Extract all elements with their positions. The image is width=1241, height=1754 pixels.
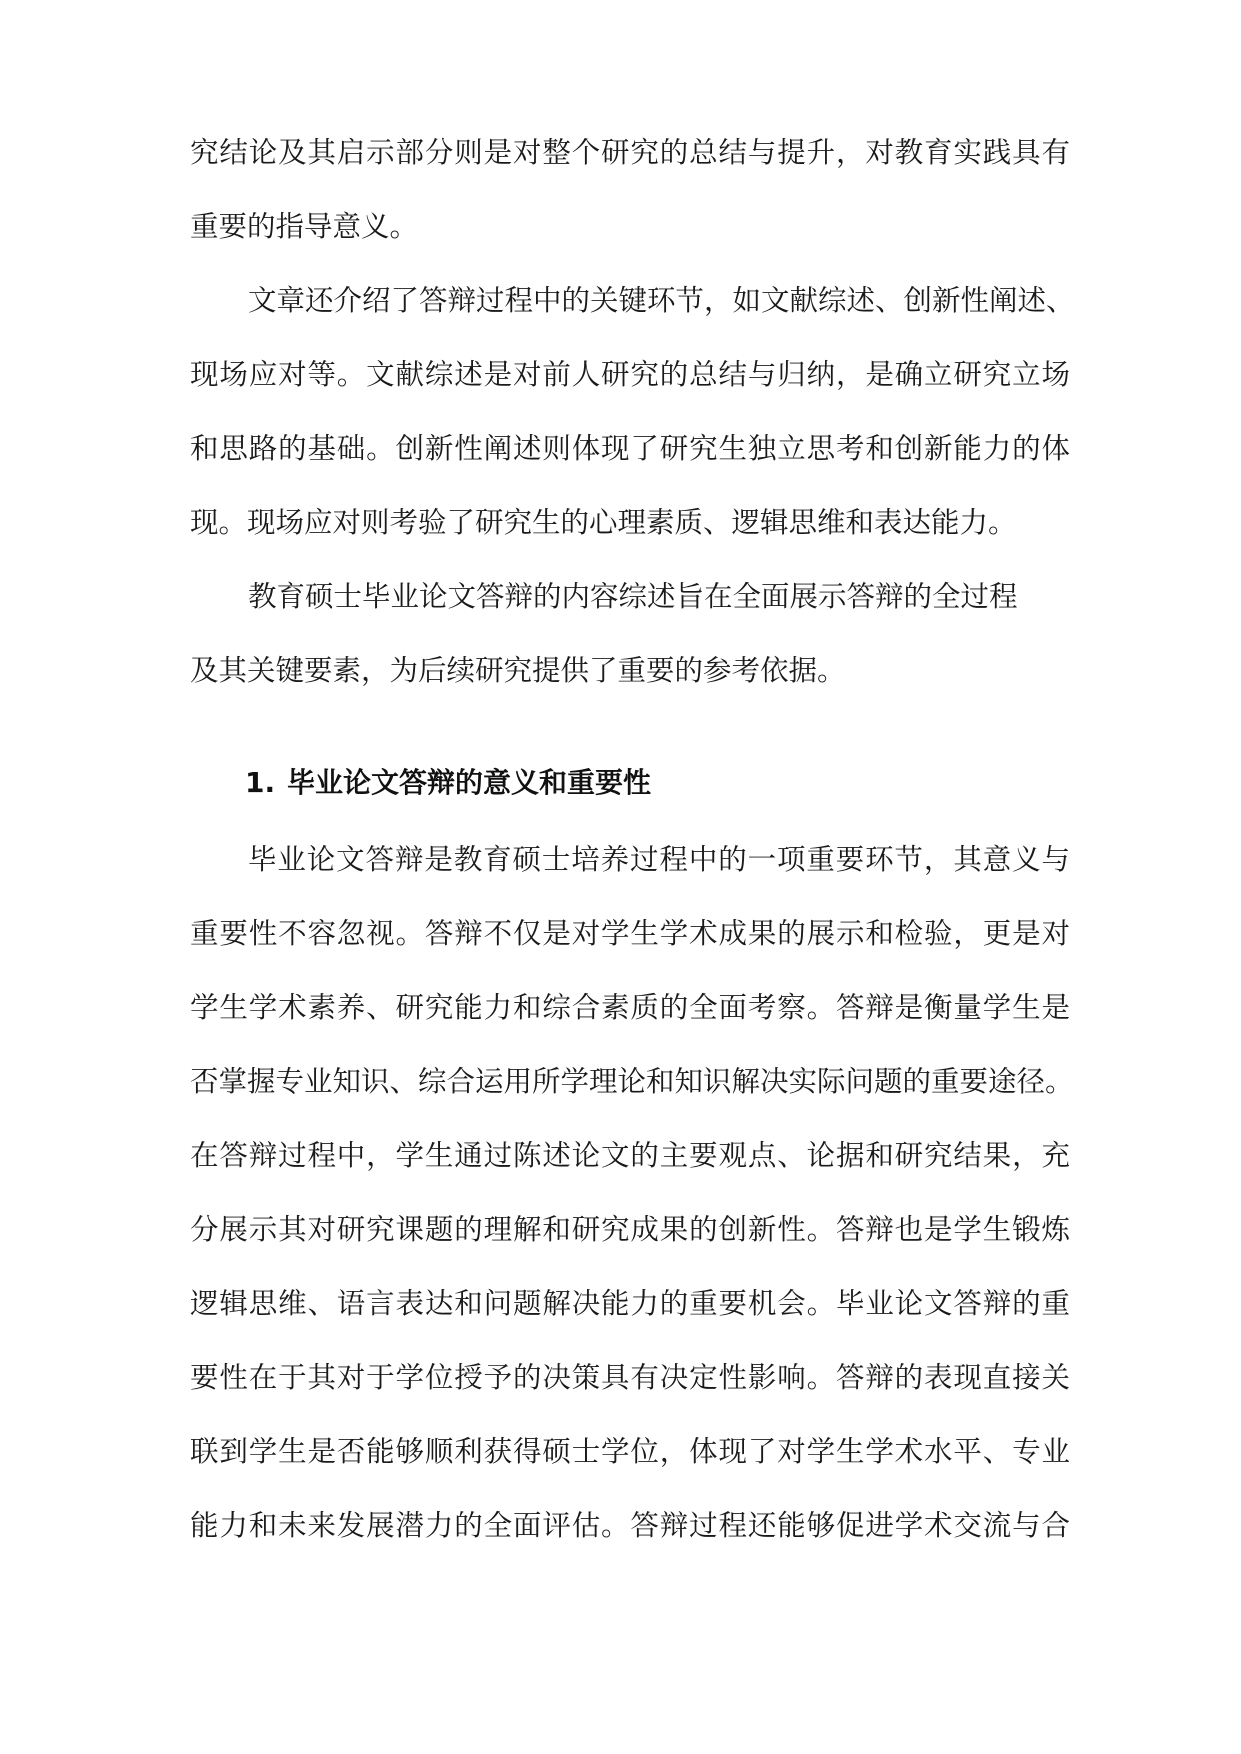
paragraph-2-line-3: 和思路的基础。创新性阐述则体现了研究生独立思考和创新能力的体 bbox=[190, 432, 1070, 465]
section-paragraph-line-2: 重要性不容忽视。答辩不仅是对学生学术成果的展示和检验，更是对 bbox=[190, 917, 1070, 950]
section-paragraph-line-8: 要性在于其对于学位授予的决策具有决定性影响。答辩的表现直接关 bbox=[190, 1361, 1070, 1394]
paragraph-2-line-4: 现。现场应对则考验了研究生的心理素质、逻辑思维和表达能力。 bbox=[190, 506, 1017, 539]
paragraph-1-line-1: 究结论及其启示部分则是对整个研究的总结与提升，对教育实践具有 bbox=[190, 136, 1070, 169]
paragraph-2-line-2: 现场应对等。文献综述是对前人研究的总结与归纳，是确立研究立场 bbox=[190, 358, 1070, 391]
section-paragraph-line-3: 学生学术素养、研究能力和综合素质的全面考察。答辩是衡量学生是 bbox=[190, 991, 1070, 1024]
paragraph-2-line-1: 文章还介绍了答辩过程中的关键环节，如文献综述、创新性阐述、 bbox=[248, 284, 1075, 317]
section-paragraph-line-4: 否掌握专业知识、综合运用所学理论和知识解决实际问题的重要途径。 bbox=[190, 1065, 1074, 1098]
paragraph-3-line-1: 教育硕士毕业论文答辩的内容综述旨在全面展示答辩的全过程 bbox=[248, 580, 1018, 613]
section-paragraph-line-6: 分展示其对研究课题的理解和研究成果的创新性。答辩也是学生锻炼 bbox=[190, 1213, 1070, 1246]
section-number: 1. bbox=[245, 766, 276, 799]
section-heading bbox=[245, 763, 651, 803]
section-paragraph-line-1: 毕业论文答辩是教育硕士培养过程中的一项重要环节，其意义与 bbox=[248, 843, 1070, 876]
section-paragraph-line-7: 逻辑思维、语言表达和问题解决能力的重要机会。毕业论文答辩的重 bbox=[190, 1287, 1070, 1320]
paragraph-3-line-2: 及其关键要素，为后续研究提供了重要的参考依据。 bbox=[190, 654, 846, 687]
paragraph-1-line-2: 重要的指导意义。 bbox=[190, 210, 419, 243]
section-title: 毕业论文答辩的意义和重要性 bbox=[287, 766, 652, 799]
section-paragraph-line-10: 能力和未来发展潜力的全面评估。答辩过程还能够促进学术交流与合 bbox=[190, 1509, 1070, 1542]
section-paragraph-line-9: 联到学生是否能够顺利获得硕士学位，体现了对学生学术水平、专业 bbox=[190, 1435, 1070, 1468]
section-paragraph-line-5: 在答辩过程中，学生通过陈述论文的主要观点、论据和研究结果，充 bbox=[190, 1139, 1070, 1172]
